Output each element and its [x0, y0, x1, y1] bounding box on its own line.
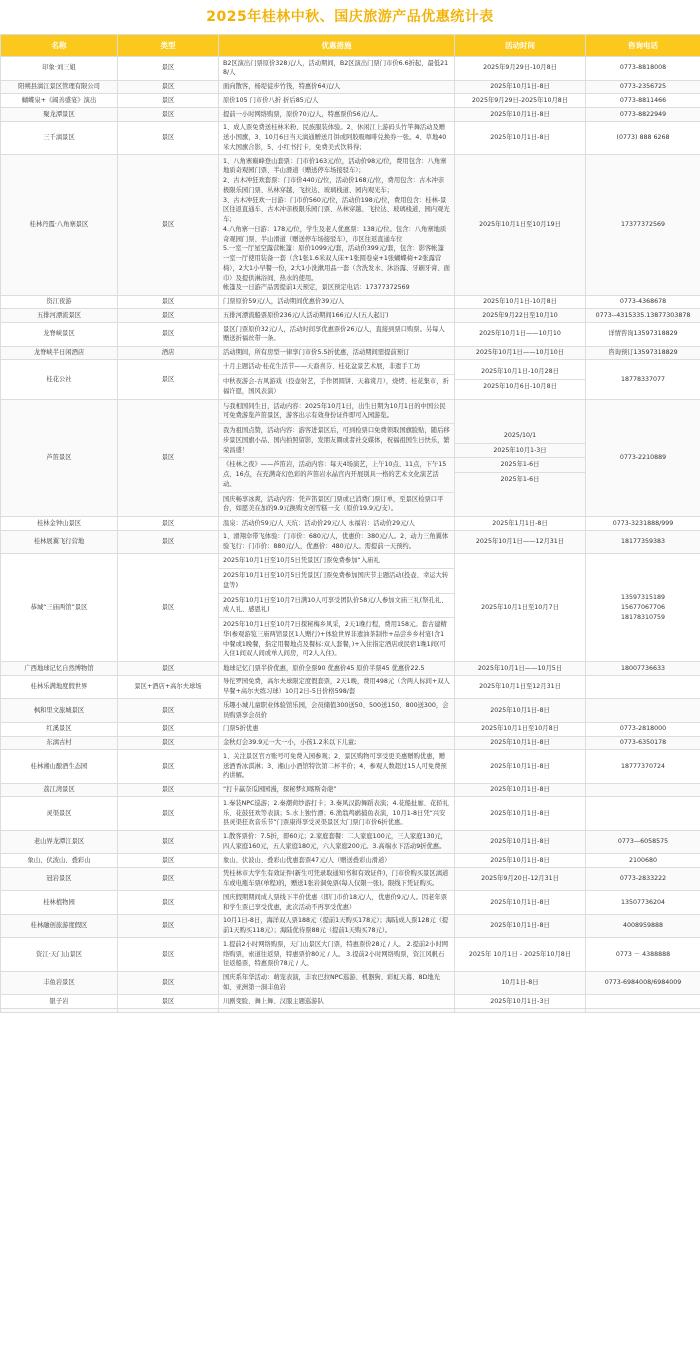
header-phone: 咨询电话 — [586, 35, 700, 57]
cell-phone: (0773) 888 6268 — [586, 121, 700, 154]
cell-time: 2025年10月1日-8日 — [455, 891, 586, 915]
sub-offer: 2025年10月1日至10月7日满10人可享受团队价58元/人参加文庙三礼(祭孔礼、成人礼、感恩礼) — [219, 593, 454, 618]
cell-time: 2025年10月1日——10月5日 — [455, 662, 586, 676]
cell-time: 2025年10月1日至10月8日 — [455, 722, 586, 736]
cell-offer: 金秋灯会39.9元一大一小，小孩1.2米以下儿童; — [219, 736, 455, 750]
cell-offer: 国庆假期期间成人票线下半价优惠（即门市价18元/人，优惠价9元/人。因老年票和学生票已享受优惠，此次活动不再享受优惠） — [219, 891, 455, 915]
header-type: 类型 — [118, 35, 219, 57]
cell-type: 景区 — [118, 662, 219, 676]
sub-time: 2025年1-6日 — [455, 472, 585, 487]
cell-phone: 13507736204 — [586, 891, 700, 915]
cell-phone: 18177359383 — [586, 530, 700, 554]
sheet-title: 2025年桂林中秋、国庆旅游产品优惠统计表 — [206, 9, 494, 25]
cell-type: 景区 — [118, 995, 219, 1009]
cell-offer: 1.提前2小时网络购票，天门山景区大门票，特惠票价28元 / 人。 2.提前2小时网络购票，索道往返票，特惠票价80元 / 人。 3.提前2小时网络购票，资江风帆石往返船票，特惠票价78元 / 人。 — [219, 938, 455, 971]
table-row — [1, 121, 700, 154]
cell-name: 印象·刘三姐 — [1, 57, 118, 81]
cell-time: 2025年9月22日至10月10 — [455, 309, 586, 323]
cell-name: 东漓古村 — [1, 736, 118, 750]
table-row — [1, 867, 700, 891]
cell-type: 景区 — [118, 736, 219, 750]
table-row — [1, 783, 700, 797]
cell-phone: 0773-3231888/999 — [586, 517, 700, 531]
cell-phone: 0773-6984008/6984009 — [586, 971, 700, 995]
cell-name: 桂林金钟山景区 — [1, 517, 118, 531]
table-row — [1, 108, 700, 122]
table-row — [1, 797, 700, 830]
cell-phone: 0773-4368678 — [586, 295, 700, 309]
cell-name: 银子岩 — [1, 995, 118, 1009]
cell-name: 枫和里文旅城景区 — [1, 699, 118, 723]
cell-type — [118, 1008, 219, 1012]
cell-time: 2025年10月1日——10月10 — [455, 323, 586, 347]
cell-name: 蝴蝶泉+《阔善盛宴》演出 — [1, 94, 118, 108]
sub-time: 2025年10月1-3日 — [455, 443, 585, 458]
table-row — [1, 736, 700, 750]
sub-time: 2025年1-6日 — [455, 457, 585, 472]
cell-phone: 0773--4315335.13877303878 — [586, 309, 700, 323]
sub-offer: 与我相国同生日，活动内容：2025年10月1日，出生日期为10月1日的中国公民可免费游览芦笛景区，游客出示有效身份证件即可入园游览。 — [223, 402, 446, 420]
cell-type: 景区 — [118, 938, 219, 971]
table-row — [1, 295, 700, 309]
cell-type: 景区 — [118, 699, 219, 723]
cell-phone: 0773-2356725 — [586, 80, 700, 94]
table-row — [1, 360, 700, 399]
cell-offer: 10月1日-8日，海洋双人票188元（提前1天购买178元）；海陆成人票128元（提前1天购买118元）；海陆优待票88元（提前1天购买78元）。 — [219, 914, 455, 938]
cell-time: 2025年10月1日-8日 — [455, 830, 586, 854]
table-row — [1, 830, 700, 854]
cell-time: 2025年9月20日-12月31日 — [455, 867, 586, 891]
cell-name: 龙脊峡半日闲酒店 — [1, 346, 118, 360]
cell-phone — [586, 1008, 700, 1012]
cell-name — [1, 1008, 118, 1012]
cell-phone — [586, 797, 700, 830]
sub-offer: 2025年10月1日至10月5日凭景区门票免费参加国庆节主题活动(投壶、幸运大转盘等) — [219, 568, 454, 593]
cell-time: 2025年10月1日-8日 — [455, 80, 586, 94]
cell-name: 聚龙潭景区 — [1, 108, 118, 122]
cell-phone: 18007736633 — [586, 662, 700, 676]
cell-name: 阳朔县漓江景区管理有限公司 — [1, 80, 118, 94]
cell-offer: 地球记忆门票半价优惠，原价全票90 优惠价45 原价半票45 优惠价22.5 — [219, 662, 455, 676]
cell-phone: 0773-6350178 — [586, 736, 700, 750]
table-row — [1, 57, 700, 81]
cell-name: 广西地球记忆自然博物馆 — [1, 662, 118, 676]
cell-type: 景区 — [118, 971, 219, 995]
cell-name: 恭城“三庙两馆”景区 — [1, 554, 118, 662]
table-row — [1, 94, 700, 108]
cell-time — [455, 360, 586, 399]
cell-time: 2025年10月1日-8日 — [455, 736, 586, 750]
table-row — [1, 662, 700, 676]
cell-type: 酒店 — [118, 346, 219, 360]
cell-name: 资江·天门山景区 — [1, 938, 118, 971]
cell-offer: 导佗罗园免费，高尔夫球限定度假套票，2天1晚，费用498元（含两人标间+双人早餐+高尔夫练习球）10月2日-5日价格598/套 — [219, 675, 455, 699]
cell-type: 景区 — [118, 854, 219, 868]
cell-offer: 1.秦装NPC巡游；2.秦潮荷纱游打卡；3.秦风汉韵舞蹈表演；4.花船扯廊、花轿礼乐、花鼓狂欢等表演；5.水上独竹漂；6.渔翁鸬鹚捕鱼表演，10月1-8日凭“兴安县灵渠狂欢音乐节”门票康得享受灵渠景区大门票门市价6折优惠。 — [219, 797, 455, 830]
cell-phone — [586, 783, 700, 797]
cell-phone: 2100680 — [586, 854, 700, 868]
cell-offer: 提前一小时网络购票，原价70元/人，特惠票价56元/人。 — [219, 108, 455, 122]
cell-offer — [219, 360, 455, 399]
cell-name: 三千漓景区 — [1, 121, 118, 154]
table-row — [1, 346, 700, 360]
cell-type: 景区 — [118, 94, 219, 108]
cell-type: 景区 — [118, 830, 219, 854]
cell-type: 景区 — [118, 914, 219, 938]
cell-offer: 1.散客票价：7.5折，即60元；2.家庭套餐：二人家庭100元，三人家庭130元，四人家庭160元，五人家庭180元，六人家庭200元。3.高端水下活动9折优惠。 — [219, 830, 455, 854]
table-row — [1, 750, 700, 783]
table-row — [1, 995, 700, 1009]
cell-type: 景区 — [118, 80, 219, 94]
cell-offer: B2区演出门票原价328元/人，活动期间，B2区演出门票门市价6.6折起，最低218/人 — [219, 57, 455, 81]
cell-type: 景区 — [118, 554, 219, 662]
sub-offer: 中秋夜游会-古风游戏（投壶射艺，手作团圆饼、天幕赏月），烧烤、桂花集市，祈福许愿，国风表演） — [219, 374, 454, 399]
cell-name: 五排河漂流景区 — [1, 309, 118, 323]
table-row — [1, 80, 700, 94]
cell-offer: 1、关注景区官方账号可免费入园参观；2、景区购物可享受更美惠赠购优惠，赠送酒香冰淇淋；3、湘山小酒馆特饮第二杯半价；4、参观人数超过15人可免费预约讲解。 — [219, 750, 455, 783]
cell-type: 景区 — [118, 323, 219, 347]
cell-name: 荔江湾景区 — [1, 783, 118, 797]
table-row — [1, 854, 700, 868]
cell-offer: 象山、伏波山、叠彩山优惠套票47元/人（赠送叠彩山滑道） — [219, 854, 455, 868]
cell-time: 2025年10月1日至10月7日 — [455, 554, 586, 662]
cell-phone: 17377372569 — [586, 155, 700, 296]
cell-name: 资江夜游 — [1, 295, 118, 309]
table-row — [1, 309, 700, 323]
cell-offer — [219, 1008, 455, 1012]
sub-offer: 十月主题活动·桂花生活节——天裔喜芬、桂花盆景艺术展，非遗手工坊 — [223, 363, 421, 371]
header-time: 活动时间 — [455, 35, 586, 57]
table-row — [1, 699, 700, 723]
sub-time: 2025年10月6日-10月8日 — [455, 379, 585, 394]
cell-name: 红溪景区 — [1, 722, 118, 736]
cell-name: 象山、伏波山、叠彩山 — [1, 854, 118, 868]
table-row — [1, 554, 700, 662]
cell-offer: 国庆系年华活动：萌宠表演，丰农巴拉NPC巡游、机器狗、彩虹天幕、8D地光如、亚洲第一洞丰鱼岩 — [219, 971, 455, 995]
cell-type: 景区 — [118, 783, 219, 797]
table-header — [1, 35, 700, 57]
cell-offer: 五排河漂流船票原价236元/人活动期间166元/人(五人起订) — [219, 309, 455, 323]
cell-name: 丰鱼岩景区 — [1, 971, 118, 995]
cell-name: 冠岩景区 — [1, 867, 118, 891]
cell-time: 2025年10月1日-8日 — [455, 783, 586, 797]
cell-name: 桂林融创旅游度假区 — [1, 914, 118, 938]
header-row — [1, 35, 700, 57]
cell-phone: 咨询预订13597318829 — [586, 346, 700, 360]
cell-time: 2025年10月1日-8日 — [455, 750, 586, 783]
cell-time: 2025年10月1日至10月19日 — [455, 155, 586, 296]
cell-offer: “打卡赢奈瓜园园漫，探秘梦幻喀斯奇葩” — [219, 783, 455, 797]
sub-offer: 2025年10月1日至10月7日探秘梅乡风采，2天1晚行程，费用158元。套古建精华(参观游览三庙两馆景区1人赠行)+体验世界非遗油茶制作+品尝乡乡村宴(含1中餐或1晚餐，指定用餐地点及餐标:双人套餐，)+入住指定酒店或民宿1晚1间(可入住1间双人间或单人间房，可2人入住)。 — [219, 617, 454, 661]
cell-type: 景区 — [118, 750, 219, 783]
table-body — [1, 57, 700, 1013]
cell-phone: 18778337077 — [586, 360, 700, 399]
cell-type: 景区 — [118, 57, 219, 81]
cell-phone — [586, 699, 700, 723]
table-row — [1, 1008, 700, 1012]
cell-name: 桂林展翼飞行营地 — [1, 530, 118, 554]
cell-phone: 0773 － 4388888 — [586, 938, 700, 971]
cell-time: 2025年10月1日-8日 — [455, 797, 586, 830]
cell-type: 景区 — [118, 867, 219, 891]
cell-time: 2025年 10月1日 - 2025年10月8日 — [455, 938, 586, 971]
table-row — [1, 323, 700, 347]
cell-offer: 川剧变脸、舞上舞、汉服主题巡游队 — [219, 995, 455, 1009]
cell-name: 桂花公社 — [1, 360, 118, 399]
cell-phone — [586, 995, 700, 1009]
cell-time: 2025年10月1日-8日 — [455, 914, 586, 938]
cell-offer: 活动期间，所有房型一律享门市价5.5折优惠，活动期间需提前预订 — [219, 346, 455, 360]
cell-type: 景区 — [118, 155, 219, 296]
promotion-table — [0, 34, 700, 1013]
cell-offer — [219, 554, 455, 662]
cell-phone: 0773-8818008 — [586, 57, 700, 81]
cell-type: 景区 — [118, 891, 219, 915]
cell-type: 景区 — [118, 360, 219, 399]
sub-offer: 我为祖国点赞，活动内容：游客进景区后，可到检票口免费领取国旗脸贴，随后移步景区国旗小品、国内拍照留影，发朋友圈或者社交媒体，祝福祖国生日快乐，繁荣昌盛！ — [219, 423, 454, 457]
cell-time — [455, 399, 586, 517]
cell-time: 2025年10月1日-3日 — [455, 995, 586, 1009]
cell-phone: 13597315189 15677067706 18178310759 — [586, 554, 700, 662]
cell-time: 2025年10月1日——12月31日 — [455, 530, 586, 554]
cell-type: 景区 — [118, 517, 219, 531]
cell-phone — [586, 675, 700, 699]
cell-offer: 门票原价59元/人，活动期间优惠价39元/人 — [219, 295, 455, 309]
cell-phone: 0773—6058575 — [586, 830, 700, 854]
cell-type: 景区+酒店+高尔夫球场 — [118, 675, 219, 699]
sub-offer: 《桂林之夜》——芦笛岩，活动内容：每天4场演艺，上午10点、11点，下午15点，16点，在充满奇幻色彩的芦笛岩水晶宫内开展别具一格的艺术文化演艺活动。 — [219, 457, 454, 491]
cell-offer: 门票5折优惠 — [219, 722, 455, 736]
cell-phone: 4008959888 — [586, 914, 700, 938]
cell-offer: 景区门票原价32元/人，活动时间享优惠票价26元/人，直接到票口购票。另每人赠送折福丝带一条。 — [219, 323, 455, 347]
cell-offer: 1、八角寨巅峰登山套票：门市价163元/位，活动价98元/位，费用包含：八角寨地质奇观园门票、半山滑道（赠送停车场接驳车）； 2、古木冲狂欢套票：门市价440元/位，活动价168元/位，费用包含：古木冲亲极限乐园门票、丛林穿越、飞拉达、玻璃栈道、园内观光车； 3、古木冲狂欢一日游：门市价560元/位，活动价198元/位，费用包含：桂林-景区往返直通车、古木冲亲极限乐园门票、丛林穿越、飞拉达、玻璃栈道、园内观光车； 4.八角寨一日游：178元/位，学生及老人优惠票：138元/位。包含：八角寨地质奇观园门票、半山滑道（赠送停车场接驳车），市区往返直通车位 5.一室一厅星空露营帐篷：原价1099元/套，活动价399元/套，包含：影客帐篷一室一厅使用装备一套（含1张1.6米双人床+1张圆卷桌+1张蝴蝶椅+2张露营椅），2大1小早餐一份，2大1小洗漱用品一套（含洗发水、沐浴露、牙刷牙膏、面巾）及提供淋浴间、热水的使用。 帐篷及一日游产品需提前1天预定，景区预定电话：17377372569 — [219, 155, 455, 296]
cell-time — [455, 1008, 586, 1012]
header-offer: 优惠措施 — [219, 35, 455, 57]
cell-name: 灵渠景区 — [1, 797, 118, 830]
table-row — [1, 971, 700, 995]
cell-time: 2025年10月1日-10月8日 — [455, 295, 586, 309]
sub-time: 2025/10/1 — [503, 431, 537, 439]
cell-name: 芦笛景区 — [1, 399, 118, 517]
cell-name: 龙脊峡景区 — [1, 323, 118, 347]
cell-phone: 0773-8822949 — [586, 108, 700, 122]
sub-offer: 国庆畅享冰爽，活动内容：凭芦笛景区门票或已消费门票订单，至景区检票口平台，如愿美在加的9.9元换购文创雪糕一支（原价19.9元/支）。 — [219, 492, 454, 517]
header-name: 名称 — [1, 35, 118, 57]
cell-offer: 温泉：活动价59元/人 天坑：活动价29元/人 永福岩：活动价29元/人 — [219, 517, 455, 531]
cell-offer — [219, 399, 455, 517]
cell-name: 桂林湘山酿酒生态园 — [1, 750, 118, 783]
cell-type: 景区 — [118, 399, 219, 517]
table-row — [1, 914, 700, 938]
cell-type: 景区 — [118, 530, 219, 554]
cell-type: 景区 — [118, 295, 219, 309]
cell-offer: 1、成人票免费送桂林米粉、民族服装体验。2、休闲江上游码头竹竿舞活动及赠送小国旗，3、10月6日当天漓通赠送月饼或阿胶吸咖啡兑换券一张。4、草地40米大国旗合影，5、小红书打卡，免费美式饮料得； — [219, 121, 455, 154]
cell-phone: 0773-2210889 — [586, 399, 700, 517]
cell-phone: 0773-2833222 — [586, 867, 700, 891]
cell-type: 景区 — [118, 797, 219, 830]
cell-name: 桂林乐满地度假世界 — [1, 675, 118, 699]
cell-offer: 面向散客，杨堤徒步竹筏，特惠价64元/人 — [219, 80, 455, 94]
cell-offer: 1、滑翔伞带飞体验：门市价：680元/人，优惠价：380元/人。2、动力三角翼体验飞行：门市价：880元/人，优惠价：480元/人。需提前一天预约。 — [219, 530, 455, 554]
table-row — [1, 675, 700, 699]
table-row — [1, 399, 700, 517]
cell-name: 老山界龙潭江景区 — [1, 830, 118, 854]
table-row — [1, 155, 700, 296]
cell-time: 2025年10月1日——10月10日 — [455, 346, 586, 360]
cell-type: 景区 — [118, 722, 219, 736]
cell-type: 景区 — [118, 309, 219, 323]
cell-phone: 0773-2818000 — [586, 722, 700, 736]
cell-phone: 详情咨询13597318829 — [586, 323, 700, 347]
table-row — [1, 722, 700, 736]
table-row — [1, 517, 700, 531]
table-row — [1, 891, 700, 915]
cell-time: 2025年9月29日-10月8日 — [455, 57, 586, 81]
cell-time: 10月1日-8日 — [455, 971, 586, 995]
cell-time: 2025年10月1日-8日 — [455, 108, 586, 122]
cell-time: 2025年10月1日-8日 — [455, 854, 586, 868]
cell-type: 景区 — [118, 108, 219, 122]
cell-name: 桂林丹霞·八角寨景区 — [1, 155, 118, 296]
cell-type: 景区 — [118, 121, 219, 154]
table-row — [1, 530, 700, 554]
sub-offer: 2025年10月1日至10月5日凭景区门票免费参加“入庙礼 — [223, 557, 380, 565]
cell-offer: 凭桂林市大学生有效证件(新生可凭录取通知书和有效证件)，门市价购买景区漓道车或电瓶车票(单程)的，赠送1张岩洞免票(每人仅限一张)。限线下凭证购买。 — [219, 867, 455, 891]
cell-time: 2025年9月29日-2025年10月8日 — [455, 94, 586, 108]
cell-time: 2025年10月1日-8日 — [455, 699, 586, 723]
table-row — [1, 938, 700, 971]
sub-time: 2025年10月1日-10月28日 — [481, 368, 559, 376]
cell-time: 2025年1月1日-8日 — [455, 517, 586, 531]
cell-time: 2025年10月1日至12月31日 — [455, 675, 586, 699]
cell-phone: 0773-8811466 — [586, 94, 700, 108]
cell-phone: 18777370724 — [586, 750, 700, 783]
cell-time: 2025年10月1日-8日 — [455, 121, 586, 154]
cell-offer: 乐趣小城儿童职业体验馆乐园，会员储值300送50、500送150、800送300，会员购票享会员价 — [219, 699, 455, 723]
cell-offer: 原价105 门市价八折 折后85元/人 — [219, 94, 455, 108]
cell-name: 桂林植物园 — [1, 891, 118, 915]
